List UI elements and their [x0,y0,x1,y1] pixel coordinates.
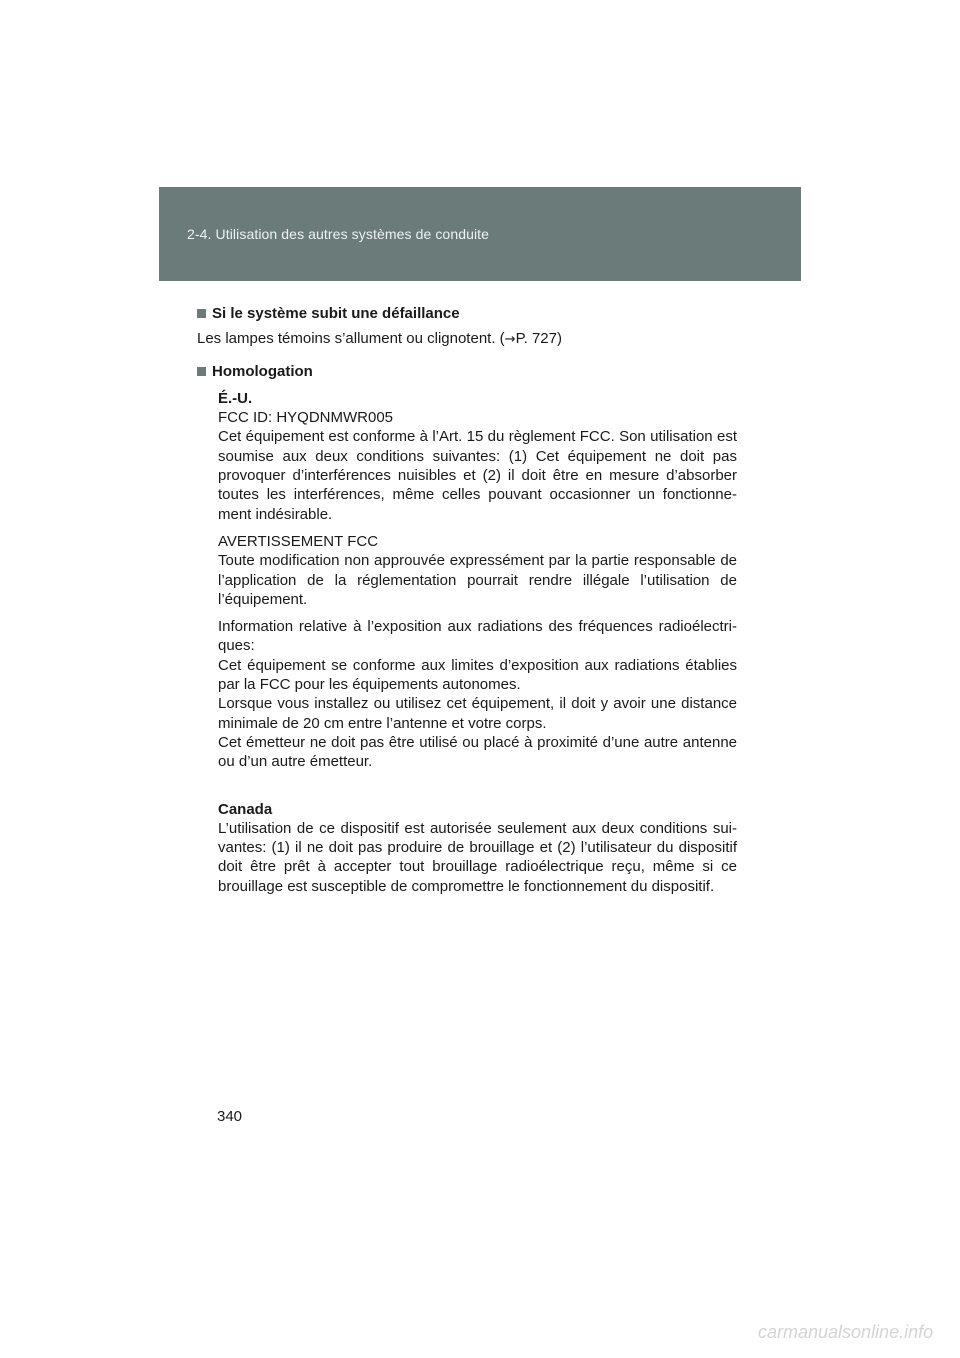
homologation-heading-text: Homologation [212,362,313,380]
warning-title: AVERTISSEMENT FCC [218,532,379,550]
radiation-text-1: Cet équipement se conforme aux limites d’exposition aux radiations établies par la FCC pour les équipements autonomes. [218,656,737,694]
failure-text-before: Les lampes témoins s’allument ou clignotent. ( [197,330,505,348]
page-reference: P. 727) [515,330,562,348]
square-bullet-icon [197,309,206,318]
homologation-body [218,389,737,896]
radiation-text-2: Lorsque vous installez ou utilisez cet équipement, il doit y avoir une distance minimale de 20 cm entre l’antenne et votre corps. [218,695,737,732]
canada-text: L’utilisation de ce dispositif est autorisée seulement aux deux conditions sui-vantes: (1) il ne doit pas produire de brouillage et (2) l’utilisateur du dispositif doit être prêt à accepter tout brouillage radioélectrique reçu, même si ce brouillage est susceptible de compromettre le fonctionnement du dispositif. [218,819,737,895]
failure-heading-text: Si le système subit une défaillance [212,305,460,322]
square-bullet-icon [197,367,206,376]
usa-title: É.-U. [218,389,253,407]
radiation-title: Information relative à l’exposition aux radiations des fréquences radioélectri-ques: [218,618,737,655]
section-title: 2-4. Utilisation des autres systèmes de conduite [187,226,490,242]
page-content [197,304,737,896]
failure-heading [197,304,737,323]
usa-fcc-id: FCC ID: HYQDNMWR005 [218,409,394,427]
failure-text [197,329,737,349]
radiation-text-3: Cet émetteur ne doit pas être utilisé ou placé à proximité d’une autre antenne ou d’un autre émetteur. [218,733,737,771]
page-number: 340 [217,1108,243,1125]
usa-text: Cet équipement est conforme à l’Art. 15 du règlement FCC. Son utilisation est soumise aux deux conditions suivantes: (1) Cet équipement ne doit pas provoquer d’interférences nuisibles et (2) il doit être en mesure d’absorber toutes les interférences, même celles pouvant occasionner un fonctionne-ment indésirable. [218,428,737,523]
section-header-band [159,187,801,281]
homologation-heading [197,362,737,381]
arrow-icon: → [504,332,516,348]
warning-text: Toute modification non approuvée expressément par la partie responsable de l’application de la réglementation pourrait rendre illégale l’utilisation de l’équipement. [218,552,737,608]
watermark: carmanualsonline.info [758,1322,934,1342]
canada-title: Canada [218,800,273,818]
